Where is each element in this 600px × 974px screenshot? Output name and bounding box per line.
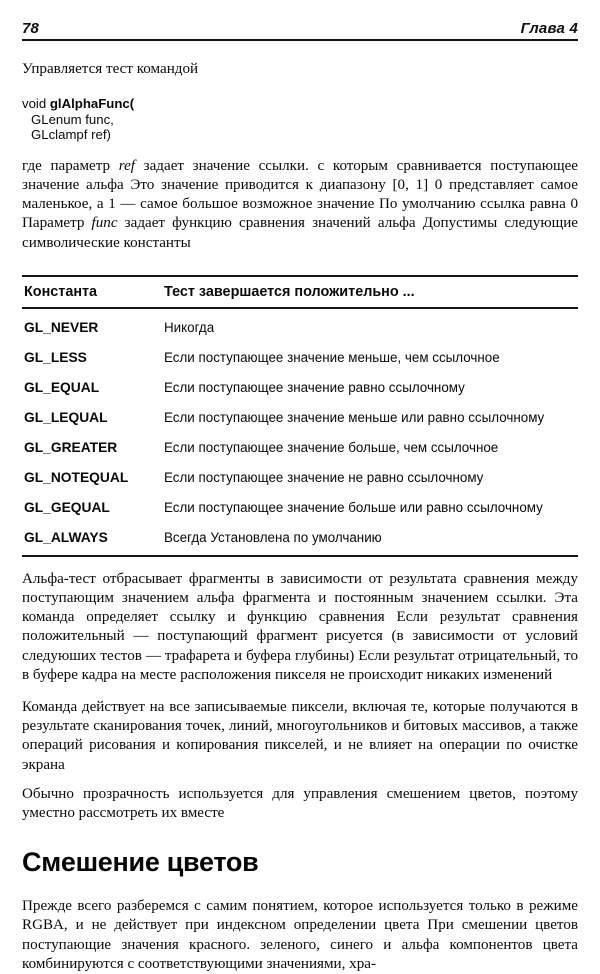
table-cell-description: Если поступающее значение больше, чем ссылочное (164, 439, 499, 455)
table-cell-description: Никогда (164, 319, 215, 335)
table-header-description: Тест завершается положительно ... (164, 283, 415, 300)
table-row (22, 372, 578, 402)
table-row (22, 432, 578, 462)
table-cell-constant: GL_LEQUAL (24, 409, 108, 425)
section-heading-color-blending: Смешение цветов (22, 847, 259, 878)
table-cell-constant: GL_NEVER (24, 319, 99, 335)
table-header-constant: Константа (24, 283, 98, 300)
table-cell-description: Если поступающее значение равно ссылочному (164, 379, 465, 395)
table-cell-constant: GL_NOTEQUAL (24, 469, 129, 485)
running-head (22, 0, 578, 36)
code-keyword-void: void (22, 96, 50, 111)
table-cell-constant: GL_EQUAL (24, 379, 100, 395)
paragraph-parameter-ref: где параметр ref задает значение ссылки. с которым сравнивается поступающее значение альфа Это значение приводится к диапазону [0, 1] 0 представляет самое маленькое, а 1 — самое большое возможное значение По умолчанию ссылка равна 0 Параметр func задает функцию сравнения значений альфа Допустимы следующие символические константы (22, 157, 579, 251)
intro-line: Управляется тест командой (22, 61, 199, 77)
code-line-param-ref: GLclampf ref) (31, 127, 111, 143)
inline-param-func: func (91, 215, 118, 232)
table-row (22, 402, 578, 432)
code-function-name: glAlphaFunc( (49, 96, 135, 111)
table-cell-description: Если поступающее значение больше или равно ссылочному (164, 499, 543, 515)
table-cell-description: Если поступающее значение меньше, чем ссылочное (164, 349, 500, 365)
chapter-label: Глава 4 (520, 20, 578, 37)
table-row (22, 522, 578, 556)
paragraph-command-scope: Команда действует на все записываемые пиксели, включая те, которые получаются в результате сканирования точек, линий, многоугольников и битовых массивов, а также операций рисования и копирования пикселей, и не влияет на операции по очистке экрана (22, 699, 578, 773)
inline-param-ref: ref (118, 157, 135, 174)
table-cell-constant: GL_ALWAYS (24, 529, 108, 545)
code-line-param-func: GLenum func, (31, 111, 114, 127)
table-body (22, 276, 578, 557)
table-cell-description: Если поступающее значение меньше или равно ссылочному (164, 409, 545, 425)
table-row (22, 342, 578, 372)
header-rule (22, 39, 578, 41)
paragraph-rgba-mode: Прежде всего разберемся с самим понятием, которое используется только в режиме RGBA, и не действует при индексном определении цвета При смешении цветов поступающие значения красного. зеленого, синего и альфа компонентов цвета комбинируются с соответствующими значениями, хра- (22, 898, 578, 972)
table-row (22, 462, 578, 492)
table-header-row (22, 277, 578, 308)
table-cell-description: Всегда Установлена по умолчанию (164, 529, 382, 545)
paragraph-transparency: Обычно прозрачность используется для управления смешением цветов, поэтому уместно рассмотреть их вместе (22, 785, 578, 822)
code-block-glalphafunc (22, 96, 578, 143)
table-row (22, 309, 578, 343)
code-line-signature (22, 96, 578, 112)
table-cell-constant: GL_GEQUAL (24, 499, 110, 515)
page-number: 78 (22, 20, 40, 37)
table-row (22, 492, 578, 522)
table-cell-constant: GL_GREATER (24, 439, 118, 455)
paragraph-alpha-test: Альфа-тест отбрасывает фрагменты в зависимости от результата сравнения между поступающим значением альфа фрагмента и постоянным значением ссылки. Эта команда определяет ссылку и функцию сравнения Если результат сравнения положительный — поступающий фрагмент рисуется (в зависимости от условий следуюших тестов — трафарета и буфера глубины) Если результат отрицательный, то в буфере кадра на месте расположения пикселя не происходит никаких изменений (22, 570, 578, 683)
table-cell-constant: GL_LESS (24, 349, 87, 365)
table-cell-description: Если поступающее значение не равно ссылочному (164, 469, 484, 485)
alpha-func-constants-table (22, 275, 578, 557)
